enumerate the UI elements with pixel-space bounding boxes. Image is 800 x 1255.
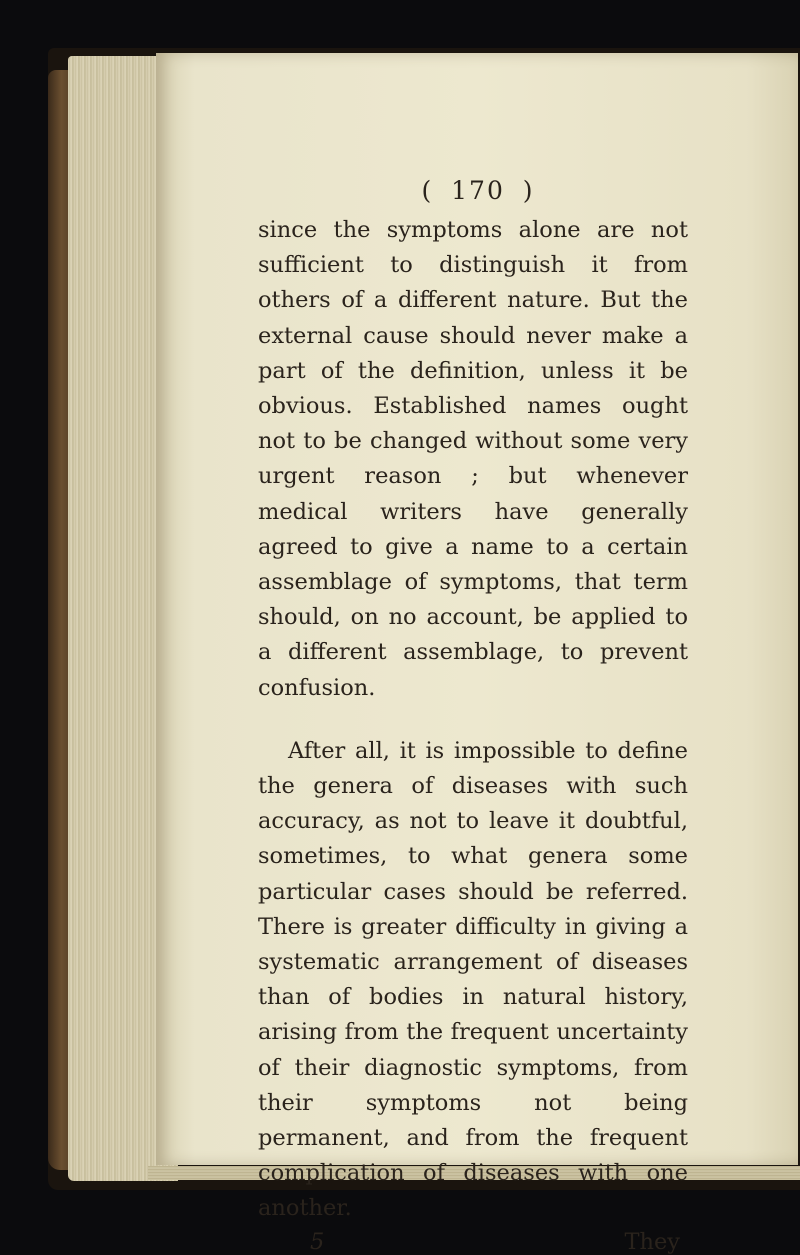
page-footer	[258, 1229, 688, 1255]
paragraph-1: since the symptoms alone are not sufficient to distinguish it from others of a different nature. But the external cause should never make a part of the definition, unless it be obvious. Established names ought not to be changed without some very urgent reason ; but whenever medical writers have generally agreed to give a name to a certain assemblage of symptoms, that term should, on no account, be applied to a different assemblage, to prevent confusion.	[258, 217, 688, 701]
catchword: They	[624, 1228, 680, 1255]
page-header: ( 170 )	[421, 176, 535, 205]
signature-mark: 5	[310, 1228, 325, 1255]
page-text	[258, 176, 688, 1255]
paragraph-2: After all, it is impossible to define the genera of diseases with such accuracy, as not to leave it doubtful, sometimes, to what genera some particular cases should be referred. There is greater difficulty in giving a systematic arrangement of diseases than of bodies in natural history, arising from the frequent uncertainty of their diagnostic symptoms, from their symptoms not being permanent, and from the frequent complication of diseases with one another.	[258, 737, 688, 1222]
